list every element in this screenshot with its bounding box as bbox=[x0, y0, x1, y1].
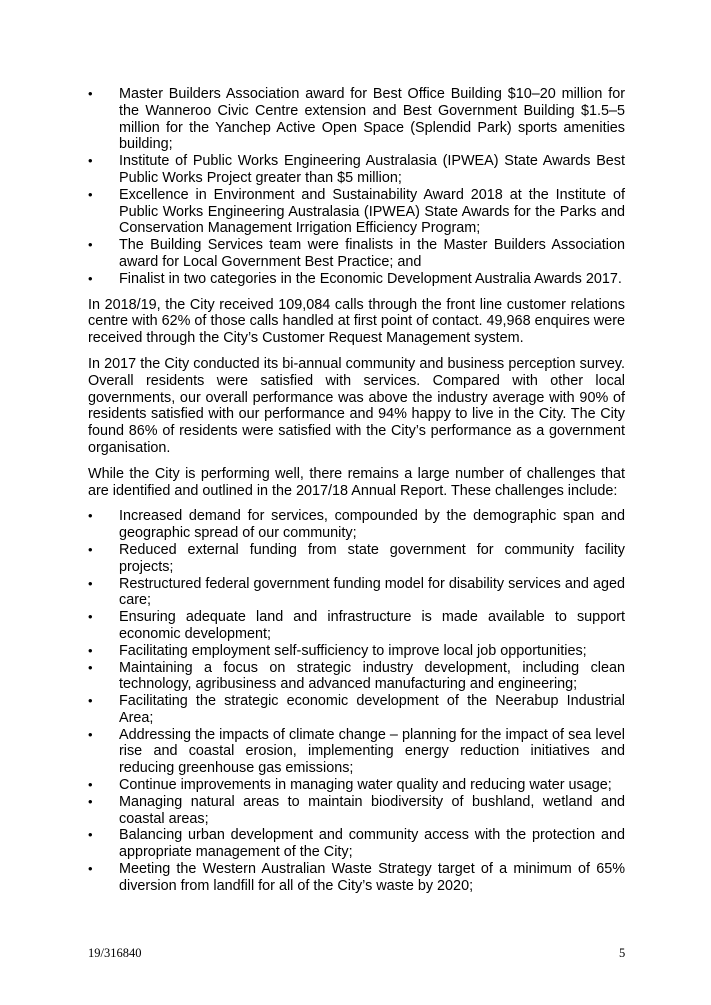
bullet-icon: • bbox=[88, 861, 93, 877]
bullet-icon: • bbox=[88, 86, 93, 101]
list-item-text: Excellence in Environment and Sustainability Award 2018 at the Institute of Public Works Engineering Australasia (IPWEA) State Awards for the Parks and Conservation Management Irrigation Efficiency Program; bbox=[119, 186, 625, 237]
bullet-icon: • bbox=[88, 237, 93, 253]
award-item bbox=[88, 153, 625, 187]
challenge-item bbox=[88, 609, 625, 643]
challenge-item bbox=[88, 861, 625, 895]
list-item-text: Maintaining a focus on strategic industry development, including clean technology, agribusiness and advanced manufacturing and engineering; bbox=[119, 659, 625, 693]
list-item-text: The Building Services team were finalists in the Master Builders Association award for Local Government Best Practice; and bbox=[119, 237, 625, 270]
award-item bbox=[88, 237, 625, 271]
bullet-icon: • bbox=[88, 153, 93, 169]
paragraph-perception-survey: In 2017 the City conducted its bi-annual community and business perception survey. Overall residents were satisfied with services. Compared with other local governments, our overall performance was above the industry average with 90% of residents satisfied with our performance and 94% happy to live in the City. The City found 86% of residents were satisfied with the City’s performance as a government organisation. bbox=[88, 355, 625, 456]
award-item bbox=[88, 86, 625, 153]
challenge-item bbox=[88, 508, 625, 542]
list-item-text: Facilitating the strategic economic development of the Neerabup Industrial Area; bbox=[119, 693, 625, 726]
challenge-item bbox=[88, 794, 625, 828]
challenge-item bbox=[88, 660, 625, 694]
bullet-icon: • bbox=[88, 793, 93, 809]
list-item-text: Managing natural areas to maintain biodiversity of bushland, wetland and coastal areas; bbox=[119, 793, 625, 827]
challenge-item bbox=[88, 693, 625, 727]
bullet-icon: • bbox=[88, 659, 93, 675]
bullet-icon: • bbox=[88, 609, 93, 625]
list-item-text: Institute of Public Works Engineering Australasia (IPWEA) State Awards Best Public Works Project greater than $5 million; bbox=[119, 153, 625, 186]
document-page bbox=[88, 86, 625, 895]
bullet-icon: • bbox=[88, 693, 93, 709]
paragraph-customer-calls: In 2018/19, the City received 109,084 calls through the front line customer relations centre with 62% of those calls handled at first point of contact. 49,968 enquires were received through the City’s Customer Request Management system. bbox=[88, 296, 625, 347]
list-item-text: Ensuring adequate land and infrastructure is made available to support economic development; bbox=[119, 609, 625, 642]
list-item-text: Meeting the Western Australian Waste Strategy target of a minimum of 65% diversion from landfill for all of the City’s waste by 2020; bbox=[119, 861, 625, 894]
list-item-text: Restructured federal government funding model for disability services and aged care; bbox=[119, 575, 625, 609]
document-reference: 19/316840 bbox=[88, 946, 142, 960]
challenge-item bbox=[88, 827, 625, 861]
challenge-item bbox=[88, 576, 625, 610]
list-item-text: Increased demand for services, compounded by the demographic span and geographic spread of our community; bbox=[119, 508, 625, 542]
list-item-text: Balancing urban development and community access with the protection and appropriate management of the City; bbox=[119, 827, 625, 861]
bullet-icon: • bbox=[88, 541, 93, 557]
challenge-item bbox=[88, 727, 625, 777]
list-item-text: Master Builders Association award for Best Office Building $10–20 million for the Wanneroo Civic Centre extension and Best Government Building $1.5–5 million for the Yanchep Active Open Space (Splendid Park) sports amenities building; bbox=[119, 86, 625, 153]
page-number: 5 bbox=[619, 946, 626, 960]
awards-list bbox=[88, 86, 625, 288]
bullet-icon: • bbox=[88, 186, 93, 202]
list-item-text: Continue improvements in managing water quality and reducing water usage; bbox=[119, 777, 612, 794]
bullet-icon: • bbox=[88, 726, 93, 742]
challenges-list bbox=[88, 508, 625, 894]
award-item bbox=[88, 187, 625, 237]
paragraph-challenges-intro: While the City is performing well, there remains a large number of challenges that are identified and outlined in the 2017/18 Annual Report. These challenges include: bbox=[88, 465, 625, 499]
challenge-item bbox=[88, 777, 625, 794]
bullet-icon: • bbox=[88, 642, 93, 658]
bullet-icon: • bbox=[88, 827, 93, 843]
list-item-text: Addressing the impacts of climate change – planning for the impact of sea level rise and coastal erosion, implementing energy reduction initiatives and reducing greenhouse gas emissions; bbox=[119, 726, 625, 777]
bullet-icon: • bbox=[88, 777, 93, 793]
list-item-text: Facilitating employment self-sufficiency to improve local job opportunities; bbox=[119, 642, 587, 659]
list-item-text: Finalist in two categories in the Economic Development Australia Awards 2017. bbox=[119, 270, 622, 287]
award-item bbox=[88, 271, 625, 288]
challenge-item bbox=[88, 542, 625, 576]
bullet-icon: • bbox=[88, 508, 93, 524]
bullet-icon: • bbox=[88, 575, 93, 591]
bullet-icon: • bbox=[88, 270, 93, 286]
list-item-text: Reduced external funding from state government for community facility projects; bbox=[119, 541, 625, 575]
challenge-item bbox=[88, 643, 625, 660]
